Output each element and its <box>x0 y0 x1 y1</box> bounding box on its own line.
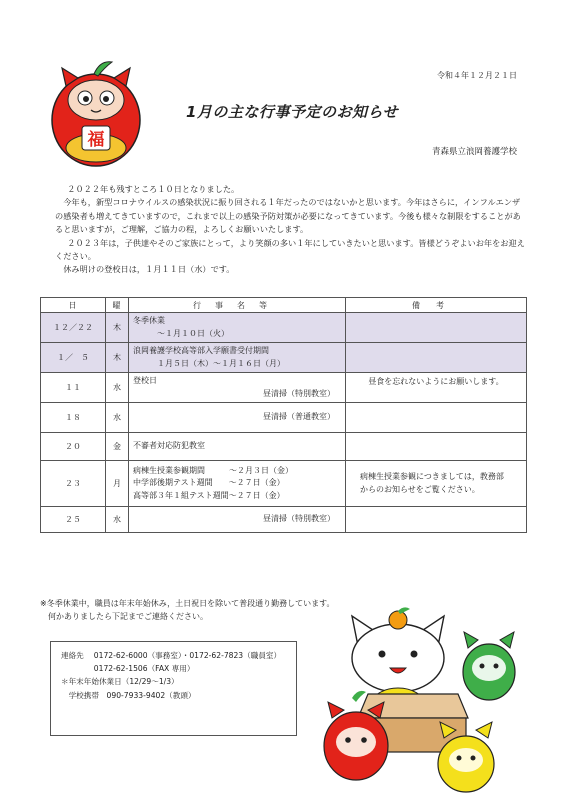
cell-date: ２０ <box>41 433 106 461</box>
col-header-notes: 備考 <box>346 298 527 313</box>
table-row <box>41 507 527 533</box>
contact-box <box>50 641 297 736</box>
contact-line: ＊年末年始休業日（12/29～1/3） <box>61 677 179 687</box>
contact-line: 連絡先 0172-62-6000（事務室）・0172-62-7823（職員室） <box>61 651 282 660</box>
cell-weekday: 水 <box>106 373 129 403</box>
svg-text:福: 福 <box>87 130 105 150</box>
table-row <box>41 313 527 343</box>
cell-events <box>129 313 346 343</box>
page-title: 1月の主な行事予定のお知らせ <box>186 103 398 121</box>
cell-note <box>346 507 527 533</box>
col-header-date: 日 <box>41 298 106 313</box>
event-line: １月５日（木）～１月１６日（月） <box>133 358 285 368</box>
cell-date: １／ ５ <box>41 343 106 373</box>
table-row <box>41 461 527 507</box>
cell-events <box>129 507 346 533</box>
cell-note <box>346 403 527 433</box>
event-line: 中学部後期テスト週間 ～２７日（金） <box>133 478 285 488</box>
event-line: 昼清掃（特別教室） <box>263 388 335 398</box>
event-line: 昼清掃（特別教室） <box>263 514 335 524</box>
intro-paragraph: ２０２３年は，子供達やそのご家族にとって，より笑顔の多い１年にしていきたいと思います。皆様どうぞよいお年をお迎えください。 <box>55 237 525 262</box>
event-line: 冬季休業 <box>133 316 165 325</box>
footnote-line: ※冬季休業中，職員は年末年始休み，土日祝日を除いて普段通り勤務しています。 <box>40 599 335 608</box>
contact-line: 学校携帯 090-7933-9402（教頭） <box>61 690 196 700</box>
cell-note <box>346 433 527 461</box>
cell-date: １８ <box>41 403 106 433</box>
cell-events <box>129 461 346 507</box>
event-line: 昼清掃（普通教室） <box>263 412 335 422</box>
col-header-weekday: 曜 <box>106 298 129 313</box>
event-line: 高等部３年１組テスト週間～２７日（金） <box>133 490 285 500</box>
cell-note: 昼食を忘れないようにお願いします。 <box>346 373 527 403</box>
cell-events <box>129 433 346 461</box>
event-line: 浪岡養護学校高等部入学願書受付期間 <box>133 346 269 355</box>
cell-note <box>346 313 527 343</box>
cell-weekday: 木 <box>106 313 129 343</box>
cell-weekday: 水 <box>106 403 129 433</box>
cell-date: ２３ <box>41 461 106 507</box>
intro-text <box>55 183 525 277</box>
schedule-table <box>40 297 527 533</box>
intro-paragraph: 休み明けの登校日は，１月１１日（水）です。 <box>63 264 235 275</box>
cell-weekday: 金 <box>106 433 129 461</box>
daruma-cat-mascot-icon <box>48 56 144 168</box>
table-row <box>41 343 527 373</box>
school-name: 青森県立浪岡養護学校 <box>431 147 517 157</box>
footnote-line: 何かありましたら下記までご連絡ください。 <box>40 612 208 621</box>
event-line: 不審者対応防犯教室 <box>133 441 205 451</box>
cell-events <box>129 343 346 373</box>
table-header-row <box>41 298 527 313</box>
cell-weekday: 月 <box>106 461 129 507</box>
cell-events <box>129 403 346 433</box>
cell-date: １１ <box>41 373 106 403</box>
intro-paragraph: 今年も，新型コロナウイルスの感染状況に振り回される１年だったのではないかと思います。今年はさらに，インフルエンザの感染者も増えてきていますので，これまで以上の感染予防対策が必要になってきています。今後も様々な制限をすることがあると思いますが，ご理解，ご協力の程，よろしくお願いいたします。 <box>55 197 521 235</box>
cell-date: １２／２２ <box>41 313 106 343</box>
table-row <box>41 433 527 461</box>
table-row <box>41 403 527 433</box>
contact-line: 0172-62-1506（FAX 専用） <box>61 664 195 674</box>
apple-cat-mascots-icon <box>318 606 530 796</box>
cell-weekday: 木 <box>106 343 129 373</box>
table-row <box>41 373 527 403</box>
event-line: 登校日 <box>133 376 157 385</box>
cell-weekday: 水 <box>106 507 129 533</box>
intro-paragraph: ２０２２年も残すところ１０日となりました。 <box>67 184 240 194</box>
cell-note <box>346 343 527 373</box>
cell-events <box>129 373 346 403</box>
issue-date: 令和４年１２月２１日 <box>437 71 517 80</box>
cell-note: 病棟生授業参観につきましては，教務部からのお知らせをご覧ください。 <box>346 461 527 507</box>
event-line: 病棟生授業参観期間 ～２月３日（金） <box>133 465 293 475</box>
col-header-events: 行事名等 <box>129 298 346 313</box>
event-line: ～１月１０日（火） <box>133 328 229 338</box>
cell-date: ２５ <box>41 507 106 533</box>
